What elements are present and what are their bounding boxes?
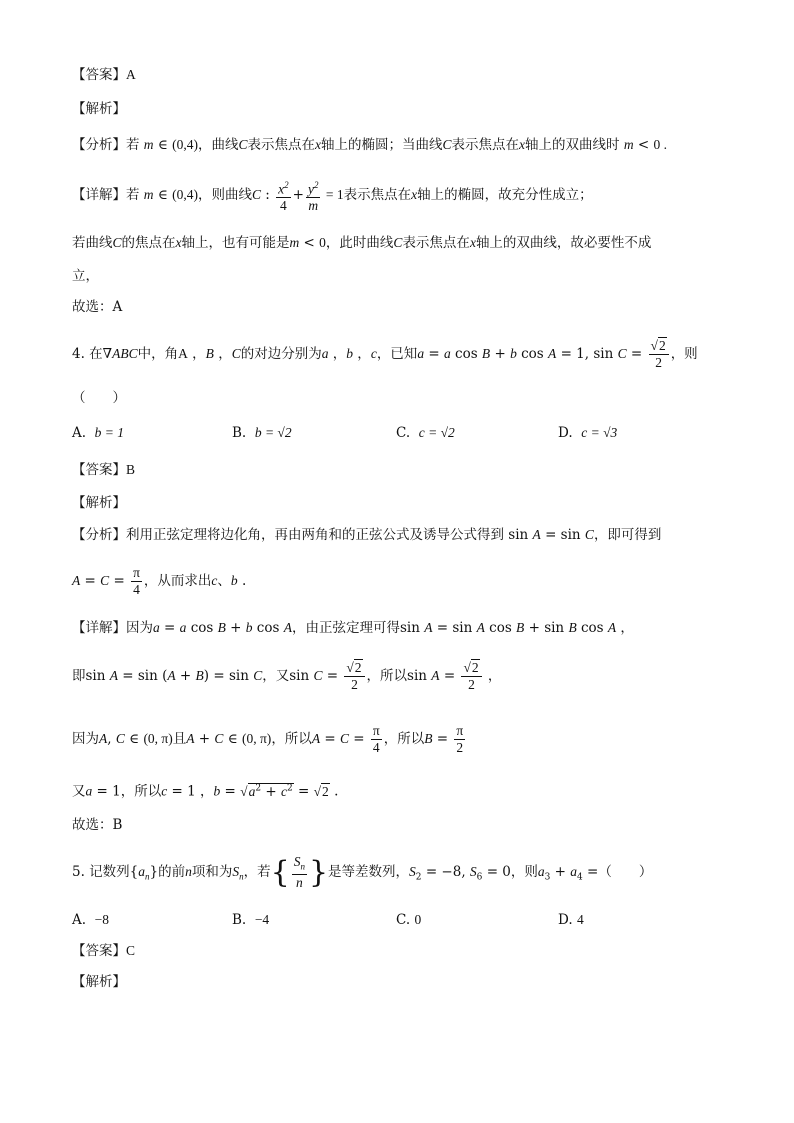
q5-option-c[interactable]: C. 0 — [396, 912, 422, 928]
q4-paren: （ ） — [72, 390, 126, 406]
q5-option-a[interactable]: A. −8 — [72, 912, 110, 928]
q5-answer: 【答案】C — [72, 943, 136, 959]
q5-option-d[interactable]: D. 4 — [558, 912, 584, 928]
fraction: $\frac{x^2}{4}$ — [276, 177, 291, 215]
q4-answer: 【答案】B — [72, 462, 136, 478]
q4-xiangjie-line4: 又a = 1，所以c = 1 ，$b = √a^2 + c^2 = √2$ . — [72, 783, 339, 800]
q4-stem: 4. 在∇ABC中，角A ，B ，C的对边分别为a ，b ，c，已知a = a cos B + b cos A = 1, sin C = $\frac{√2}{2}$ ，则 — [72, 338, 698, 370]
q3-analysis-label: 【解析】 — [72, 101, 126, 117]
q4-analysis-label: 【解析】 — [72, 495, 126, 511]
fraction: $\frac{y^2}{m}$ — [306, 177, 321, 215]
q5-stem: 5. 记数列$\{a_n\}$的前n项和为$S_n$，若{ $\frac{S_n}{n}$ }是等差数列，$S_2 = -8$, $S_6 = 0$，则$a_3 + a_4$ =（ ） — [72, 853, 653, 891]
q3-answer — [72, 65, 136, 85]
q4-fenxi-line1: 【分析】利用正弦定理将边化角，再由两角和的正弦公式及诱导公式得到 sin A = sin C，即可得到 — [72, 527, 662, 543]
answer-label: 【答案】 — [72, 67, 126, 83]
fraction: $\frac{\pi}{2}$ — [456, 723, 464, 755]
fraction: $\frac{√2}{2}$ — [344, 660, 364, 693]
fraction: $\frac{√2}{2}$ — [461, 660, 481, 693]
q3-fenxi: 【分析】若 m ∈ (0,4)，曲线C表示焦点在x轴上的椭圆；当曲线C表示焦点在x轴上的双曲线时 m < 0 . — [72, 137, 667, 153]
q5-option-b[interactable]: B. −4 — [232, 912, 270, 928]
q4-fenxi-line2: A = C = $\frac{\pi}{4}$ ，从而求出c、b . — [72, 565, 247, 597]
q4-xiangjie-line1: 【详解】因为a = a cos B + b cos A，由正弦定理可得sin A = sin A cos B + sin B cos A ， — [72, 620, 634, 636]
fraction: $\frac{√2}{2}$ — [649, 338, 669, 371]
answer-value: A — [126, 67, 136, 82]
fraction: $\frac{\pi}{4}$ — [133, 565, 140, 597]
q3-xiangjie-line3: 立， — [72, 268, 99, 284]
q4-option-a[interactable]: A. b = 1 — [72, 425, 125, 441]
q4-option-d[interactable]: D. c = √3 — [558, 425, 618, 441]
fraction: $\frac{S_n}{n}$ — [293, 853, 305, 891]
q3-choose: 故选：A — [72, 299, 123, 315]
q4-choose: 故选：B — [72, 817, 123, 833]
q5-analysis-label: 【解析】 — [72, 974, 126, 990]
q3-xiangjie-line2: 若曲线C的焦点在x轴上，也有可能是m < 0，此时曲线C表示焦点在x轴上的双曲线，故必要性不成 — [72, 235, 652, 251]
q4-option-b[interactable]: B. b = √2 — [232, 425, 292, 441]
q4-option-c[interactable]: C. c = √2 — [396, 425, 455, 441]
fraction: $\frac{\pi}{4}$ — [372, 723, 380, 755]
q4-xiangjie-line2: 即sin A = sin (A + B) = sin C，又sin C = $\frac{√2}{2}$ ，所以sin A = $\frac{√2}{2}$ ， — [72, 660, 502, 692]
q4-xiangjie-line3: 因为A, C ∈ (0, π)且A + C ∈ (0, π)，所以A = C = $\frac{\pi}{4}$ ，所以B = $\frac{\pi}{2}$ — [72, 723, 464, 755]
q3-xiangjie-line1: 【详解】若 m ∈ (0,4)，则曲线C : $\frac{x^2}{4}$ + $\frac{y^2}{m}$ = 1表示焦点在x轴上的椭圆，故充分性成立； — [72, 176, 593, 214]
